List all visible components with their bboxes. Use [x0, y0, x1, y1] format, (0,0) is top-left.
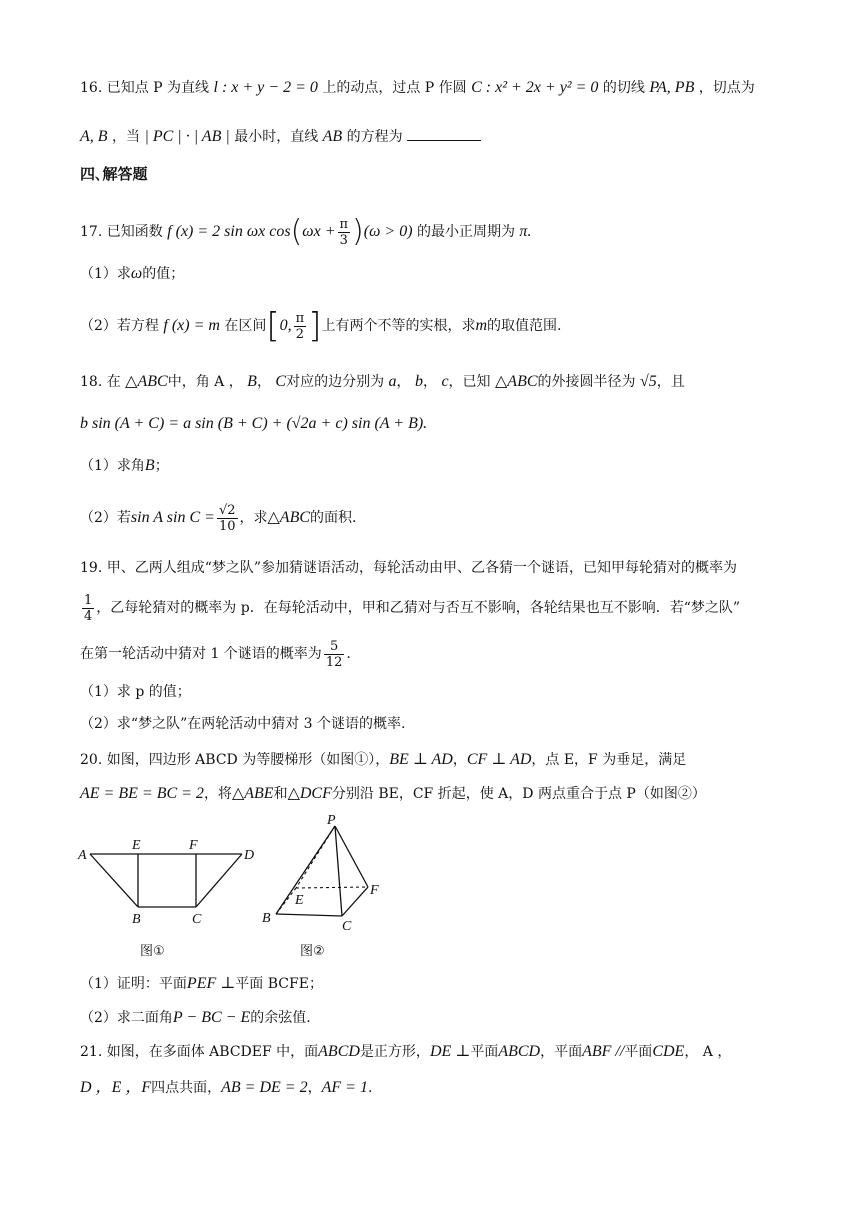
q21-line1: 21. 如图，在多面体 ABCDEF 中，面ABCD是正方形，DE ⊥平面ABCD，平面ABF //平面CDE， A ，	[80, 1043, 732, 1060]
q16-product: | PC | · | AB |	[144, 128, 230, 145]
edge-pc	[335, 826, 342, 916]
q17-condition: (ω > 0)	[363, 223, 413, 240]
answer-blank[interactable]	[407, 126, 481, 141]
hidden-edge-ef	[296, 887, 368, 888]
q17-part1: （1）求ω的值；	[80, 265, 185, 282]
q16-text: 的切线	[602, 80, 645, 96]
fraction-pi-over-2: $\frac{\pi}{2}$	[295, 310, 305, 342]
q17-period: π.	[519, 223, 532, 240]
fig2-label-b: B	[262, 911, 271, 926]
q18-stem: 18. 在 △ABC中，角 A ， B， C对应的边分别为 a， b， c，已知 △ABC的外接圆半径为 √5，且	[80, 373, 685, 390]
q16-text: 最小时，直线	[234, 129, 319, 145]
q16-text: ，切点为	[698, 80, 755, 96]
fraction-root2-over-10: $\frac{√2}{10}$	[218, 502, 236, 534]
figure-1-trapezoid	[76, 832, 266, 962]
q16-line1	[80, 78, 800, 98]
fraction-pi-over-3: $\frac{\pi}{3}$	[339, 216, 349, 248]
trapezoid-edge-cd	[196, 854, 242, 907]
fraction-1-over-4: $\frac{1}{4}$	[84, 592, 93, 624]
q17-arg: ωx +	[302, 223, 336, 240]
fig2-caption: 图②	[300, 944, 325, 959]
q18-part2: （2）若sin A sin C = $\frac{√2}{10}$ ，求△ABC的面积.	[80, 502, 357, 534]
q16-text: 16. 已知点 P 为直线	[80, 80, 210, 96]
q17-function: f (x) = 2 sin ωx cos	[167, 223, 291, 240]
q16-text: 上的动点，过点 P 作圆	[322, 80, 467, 96]
q20-line1: 20. 如图，四边形 ABCD 为等腰梯形（如图①），BE ⊥ AD，CF ⊥ AD，点 E，F 为垂足，满足	[80, 751, 687, 768]
edge-cf	[342, 887, 368, 916]
q18-equation: b sin (A + C) = a sin (B + C) + (√2a + c) sin (A + B).	[80, 415, 428, 432]
fig1-label-d: D	[244, 848, 255, 863]
q19-part2: （2）求“梦之队”在两轮活动中猜对 3 个谜语的概率.	[80, 716, 406, 732]
q16-circle-equation: C : x² + 2x + y² = 0	[471, 79, 599, 96]
edge-pf	[335, 826, 368, 887]
fig1-caption: 图①	[140, 944, 165, 959]
edge-pb	[276, 826, 335, 914]
figure-2-pyramid	[256, 812, 396, 962]
q17-part2: （2）若方程 f (x) = m 在区间[0, $\frac{\pi}{2}$ ]上有两个不等的实根，求m的取值范围.	[80, 306, 562, 346]
edge-bc	[276, 914, 342, 916]
q16-line-ab: AB	[322, 128, 343, 145]
q16-line2	[80, 126, 800, 147]
q18-part1: （1）求角B；	[80, 457, 169, 474]
q17-stem	[80, 210, 800, 254]
q16-tangents: PA, PB	[649, 79, 695, 96]
q20-part2: （2）求二面角P − BC − E的余弦值.	[80, 1009, 311, 1026]
fig2-label-c: C	[342, 919, 352, 934]
q19-part1: （1）求 p 的值；	[80, 684, 191, 700]
fig2-label-p: P	[327, 813, 336, 828]
fig2-label-f: F	[370, 883, 379, 898]
q16-line-equation: l : x + y − 2 = 0	[213, 79, 318, 96]
fig1-label-b: B	[132, 912, 141, 927]
q17-text: 17. 已知函数	[80, 224, 163, 240]
fig1-label-a: A	[78, 848, 87, 863]
q20-line2: AE = BE = BC = 2，将△ABE和△DCF分别沿 BE，CF 折起，使 A，D 两点重合于点 P（如图②）	[80, 785, 706, 802]
fraction-5-over-12: $\frac{5}{12}$	[325, 638, 343, 670]
q19-line2: $\frac{1}{4}$ ，乙每轮猜对的概率为 p．在每轮活动中，甲和乙猜对与否互不影响，各轮结果也互不影响．若“梦之队”	[84, 592, 741, 624]
paren-right: )	[352, 214, 364, 249]
q17-text: 的最小正周期为	[416, 224, 515, 240]
paren-left: (	[290, 214, 303, 249]
q19-line3: 在第一轮活动中猜对 1 个谜语的概率为 $\frac{5}{12}$ .	[80, 638, 351, 670]
q20-part1: （1）证明：平面PEF ⊥平面 BCFE；	[80, 975, 323, 992]
section-heading: 四､解答题	[80, 165, 148, 183]
fig1-label-e: E	[132, 838, 141, 853]
fig1-label-c: C	[192, 912, 202, 927]
q21-line2: D ，E ，F四点共面，AB = DE = 2，AF = 1.	[80, 1079, 373, 1096]
fig1-label-f: F	[189, 838, 198, 853]
fig2-label-e: E	[295, 893, 304, 908]
q16-points: A, B	[80, 128, 108, 145]
q16-text: ，当	[112, 129, 140, 145]
q19-line1: 19. 甲、乙两人组成“梦之队”参加猜谜语活动，每轮活动由甲、乙各猜一个谜语，已知甲每轮猜对的概率为	[80, 560, 738, 576]
trapezoid-edge-ab	[90, 854, 138, 907]
q16-text: 的方程为	[346, 129, 403, 145]
